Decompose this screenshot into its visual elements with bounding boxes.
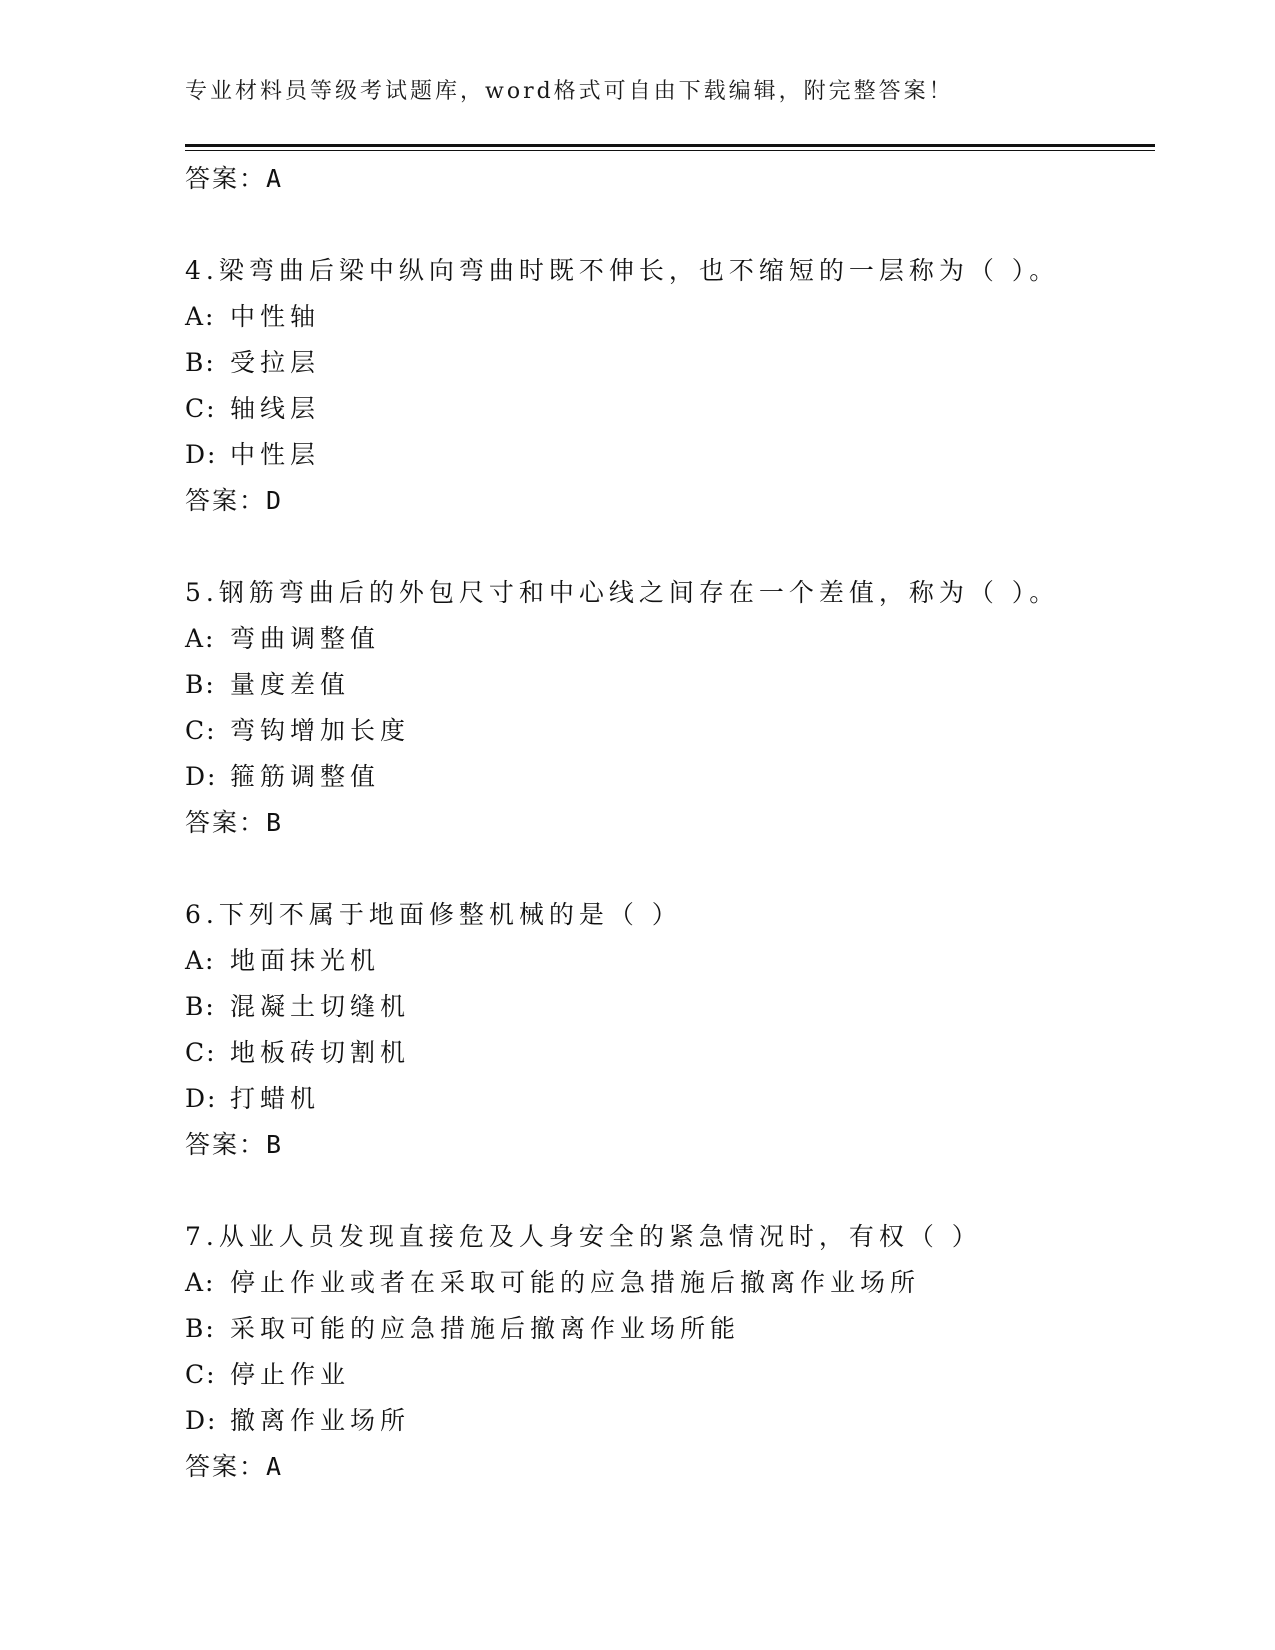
option-c (185, 1352, 1155, 1398)
answer-prefix: 答案： (185, 808, 267, 837)
option-text: 停止作业或者在采取可能的应急措施后撤离作业场所 (230, 1268, 921, 1297)
option-key: A: (185, 624, 216, 653)
option-text: 箍筋调整值 (230, 762, 381, 791)
option-text: 轴线层 (230, 394, 321, 423)
answer-line (185, 1444, 1155, 1490)
option-a (185, 938, 1155, 984)
option-text: 打蜡机 (230, 1084, 321, 1113)
option-key: A: (185, 1268, 216, 1297)
option-b (185, 340, 1155, 386)
option-text: 地面抹光机 (230, 946, 381, 975)
answer-line (185, 478, 1155, 524)
answer-letter: A (266, 1452, 284, 1481)
option-text: 采取可能的应急措施后撤离作业场所能 (230, 1314, 741, 1343)
option-text: 中性轴 (230, 302, 321, 331)
option-key: D: (185, 1406, 218, 1435)
option-key: B: (185, 670, 216, 699)
option-key: B: (185, 1314, 216, 1343)
answer-line (185, 1122, 1155, 1168)
document-header: 专业材料员等级考试题库，word格式可自由下载编辑，附完整答案！ (185, 79, 954, 104)
option-text: 地板砖切割机 (230, 1038, 411, 1067)
question-list (185, 156, 1155, 1490)
option-d (185, 754, 1155, 800)
option-text: 量度差值 (230, 670, 351, 699)
answer-line (185, 800, 1155, 846)
option-key: C: (185, 716, 217, 745)
option-a (185, 616, 1155, 662)
answer-line (185, 156, 1155, 202)
option-text: 中性层 (230, 440, 321, 469)
option-text: 弯钩增加长度 (230, 716, 411, 745)
answer-letter: B (266, 1130, 284, 1159)
question-block (185, 892, 1155, 1168)
option-text: 弯曲调整值 (230, 624, 381, 653)
answer-prefix: 答案： (185, 1452, 267, 1481)
option-key: D: (185, 1084, 218, 1113)
option-text: 撤离作业场所 (230, 1406, 411, 1435)
question-stem: 5.钢筋弯曲后的外包尺寸和中心线之间存在一个差值，称为（ ）。 (185, 578, 1060, 607)
option-d (185, 432, 1155, 478)
option-text: 受拉层 (230, 348, 321, 377)
option-c (185, 1030, 1155, 1076)
option-key: C: (185, 394, 217, 423)
option-key: A: (185, 946, 216, 975)
option-d (185, 1076, 1155, 1122)
option-text: 混凝土切缝机 (230, 992, 411, 1021)
option-d (185, 1398, 1155, 1444)
answer-prefix: 答案： (185, 1130, 267, 1159)
answer-letter: A (266, 164, 284, 193)
question-block (185, 248, 1155, 524)
option-b (185, 662, 1155, 708)
option-key: D: (185, 762, 218, 791)
option-c (185, 386, 1155, 432)
question-block (185, 570, 1155, 846)
answer-prefix: 答案： (185, 164, 267, 193)
header-rule-thick (185, 144, 1155, 147)
question-stem: 7.从业人员发现直接危及人身安全的紧急情况时，有权（ ） (185, 1222, 982, 1251)
question-stem: 4.梁弯曲后梁中纵向弯曲时既不伸长，也不缩短的一层称为（ ）。 (185, 256, 1060, 285)
header-rule-thin (185, 150, 1155, 151)
option-b (185, 1306, 1155, 1352)
option-key: A: (185, 302, 216, 331)
answer-letter: B (266, 808, 284, 837)
option-key: C: (185, 1038, 217, 1067)
option-key: D: (185, 440, 218, 469)
option-key: C: (185, 1360, 217, 1389)
option-a (185, 1260, 1155, 1306)
option-key: B: (185, 348, 216, 377)
option-c (185, 708, 1155, 754)
option-b (185, 984, 1155, 1030)
answer-prefix: 答案： (185, 486, 267, 515)
question-stem: 6.下列不属于地面修整机械的是（ ） (185, 900, 682, 929)
answer-letter: D (266, 486, 284, 515)
option-a (185, 294, 1155, 340)
question-block (185, 1214, 1155, 1490)
option-text: 停止作业 (230, 1360, 351, 1389)
option-key: B: (185, 992, 216, 1021)
